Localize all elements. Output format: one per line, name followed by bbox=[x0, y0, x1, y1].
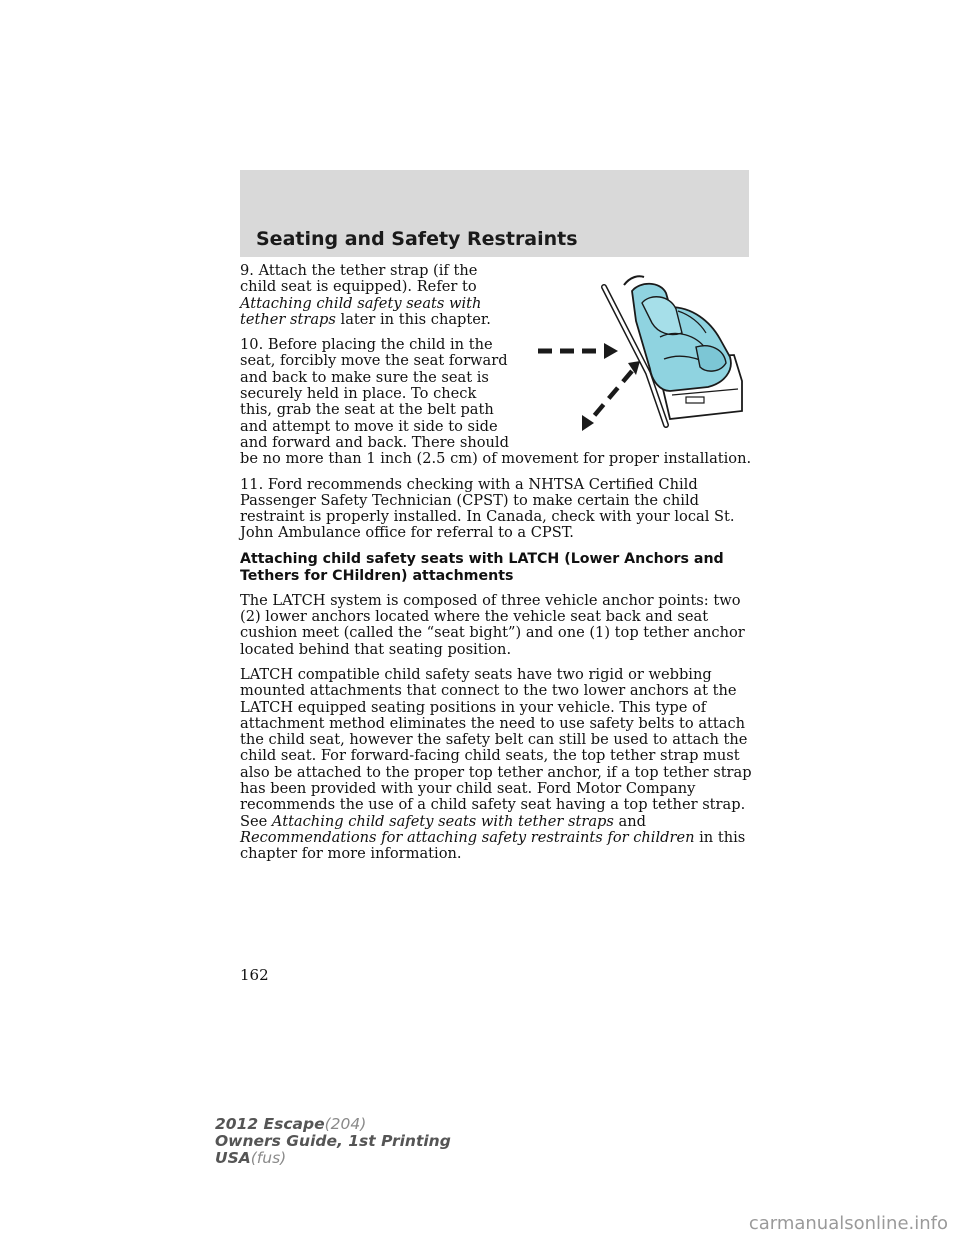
watermark: carmanualsonline.info bbox=[748, 1213, 948, 1234]
page-number: 162 bbox=[240, 966, 269, 984]
latch-heading: Attaching child safety seats with LATCH (Lower Anchors and Tethers for CHildren) attachments bbox=[240, 550, 724, 584]
latch-paragraph-2: LATCH compatible child safety seats have two rigid or webbing mounted attachments that connect to the two lower anchors at the LATCH equipped seating positions in your vehicle. This type of attachment method eliminates the need to use safety belts to attach the child seat, however the safety belt can still be used to attach the child seat. For forward-facing child seats, the top tether strap must also be attached to the proper top tether anchor, if a top tether strap has been provided with your child seat. Ford Motor Company recommends the use of a child safety seat having a top tether strap. See Attaching child safety seats with tether straps and Recommendations for attaching safety restraints for children in this chapter for more information. bbox=[240, 665, 752, 863]
cross-reference: Recommendations for attaching safety restraints for children bbox=[240, 828, 695, 846]
step-11: 11. Ford recommends checking with a NHTSA Certified Child Passenger Safety Technician (CPST) to make certain the child restraint is properly installed. In Canada, check with your local St. John Ambulance office for referral to a CPST. bbox=[240, 475, 735, 542]
child-seat-illustration-icon bbox=[520, 263, 752, 438]
step-10: 10. Before placing the child in the seat, forcibly move the seat forward and back to make sure the seat is securely held in place. To check this, grab the seat at the belt path and attempt to move it side to side and forward and back. There should be no more than 1 inch (2.5 cm) of movement for proper installation. bbox=[240, 336, 752, 468]
cross-reference: Attaching child safety seats with tether straps bbox=[271, 812, 614, 830]
cross-reference: Attaching child safety seats with tether straps bbox=[240, 294, 482, 328]
section-title: Seating and Safety Restraints bbox=[256, 228, 578, 250]
document-footer: 2012 Escape(204) Owners Guide, 1st Printing USA(fus) bbox=[215, 1115, 451, 1167]
child-seat-figure bbox=[520, 263, 752, 438]
latch-paragraph-1: The LATCH system is composed of three vehicle anchor points: two (2) lower anchors located where the vehicle seat back and seat cushion meet (called the “seat bight”) and one (1) top tether anchor located behind that seating position. bbox=[240, 591, 745, 658]
page-body bbox=[240, 263, 752, 872]
step-9: 9. Attach the tether strap (if the child seat is equipped). Refer to Attaching child safety seats with tether straps later in this chapter. bbox=[240, 262, 491, 328]
section-header-band bbox=[240, 170, 749, 257]
